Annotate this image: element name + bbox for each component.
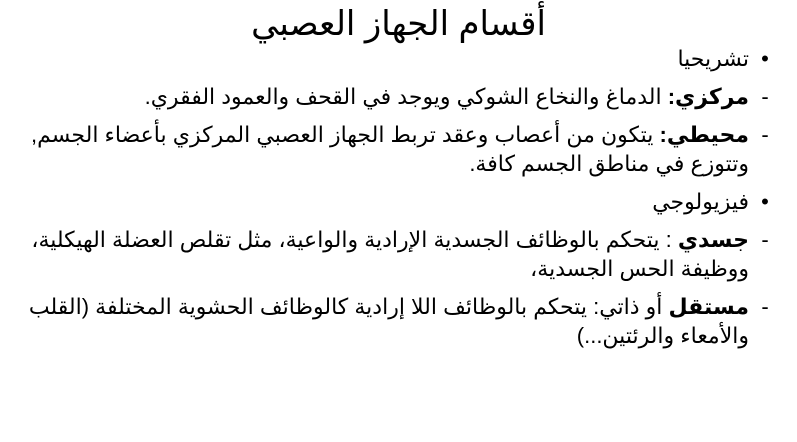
subitem-autonomic: [15, 292, 775, 350]
subitem-label: جسدي: [677, 227, 749, 252]
subitem-label: مركزي:: [667, 84, 749, 109]
subitem-text: : يتحكم بالوظائف الجسدية الإرادية والواعية، مثل تقلص العضلة الهيكلية، ووظيفة الحس الجسدية،: [31, 227, 749, 281]
dash-marker: -: [761, 84, 769, 109]
slide-title: أقسام الجهاز العصبي: [251, 5, 546, 43]
subitem-text: يتكون من أعصاب وعقد تربط الجهاز العصبي المركزي بأعضاء الجسم, وتتوزع في مناطق الجسم كافة.: [31, 122, 749, 176]
bullet-item-physiological: [15, 187, 775, 216]
bullet-marker: •: [761, 46, 769, 71]
subitem-somatic: [15, 225, 775, 283]
dash-marker: -: [761, 294, 769, 319]
bullet-item-anatomical: [15, 44, 775, 73]
subitem-peripheral: [15, 120, 775, 178]
dash-marker: -: [761, 227, 769, 252]
subitem-label: مستقل: [668, 294, 749, 319]
subitem-text: أو ذاتي: يتحكم بالوظائف اللا إرادية كالوظائف الحشوية المختلفة (القلب والأمعاء والرئتين...): [28, 294, 749, 348]
slide-content: [15, 44, 775, 359]
bullet-text: فيزيولوجي: [652, 189, 749, 214]
subitem-label: محيطي:: [659, 122, 749, 147]
subitem-text: الدماغ والنخاع الشوكي ويوجد في القحف والعمود الفقري.: [144, 84, 668, 109]
bullet-marker: •: [761, 189, 769, 214]
dash-marker: -: [761, 122, 769, 147]
bullet-text: تشريحيا: [677, 46, 749, 71]
subitem-central: [15, 82, 775, 111]
